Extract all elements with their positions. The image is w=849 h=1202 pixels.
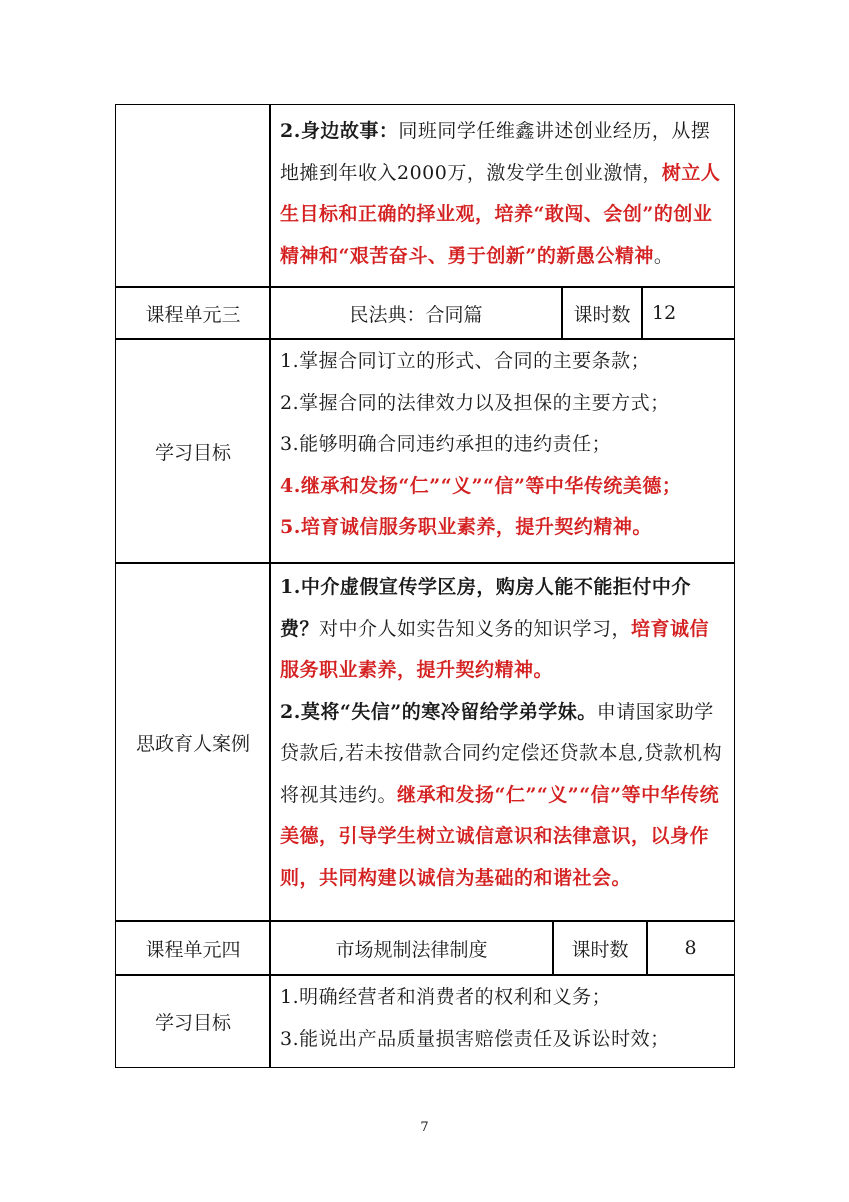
unit4-hours: 8: [684, 937, 697, 959]
goal-item: 2.掌握合同的法律效力以及担保的主要方式；: [280, 391, 670, 414]
case2-title: 2.莫将“失信”的寒冷留给学弟学妹。: [280, 700, 597, 723]
case1-title: 1.中介虚假宣传学区房，购房人能不能拒付中介费？: [280, 576, 691, 640]
unit4-hours-label: 课时数: [571, 938, 629, 961]
goal-item: 3.能说出产品质量损害赔偿责任及诉讼时效；: [280, 1027, 670, 1050]
case2-text: 申请国家助学贷款后,若未按借款合同约定偿还贷款本息,贷款机构将视其违约。: [280, 700, 723, 806]
row1-story-cell: [269, 104, 735, 288]
row1-left-cell: [115, 104, 271, 288]
unit3-hours: 12: [652, 302, 677, 324]
unit3-label-cell: [115, 286, 271, 340]
story-label: 2.身边故事：: [280, 120, 399, 142]
unit3-title: 民法典：合同篇: [349, 303, 483, 326]
goals4-label-cell: [115, 974, 271, 1068]
cases-label-cell: [115, 562, 271, 922]
story-end: 。: [653, 244, 674, 267]
goals3-label: 学习目标: [154, 441, 231, 464]
goal-item: 1.明确经营者和消费者的权利和义务；: [280, 986, 612, 1008]
page-number: 7: [420, 1120, 429, 1135]
unit4-title-cell: [269, 920, 554, 976]
unit4-label-cell: [115, 920, 271, 976]
goal-item: 3.能够明确合同违约承担的违约责任；: [280, 433, 612, 455]
story-text-red: 树立人生目标和正确的择业观，培养“敢闯、会创”的创业精神和“艰苦奋斗、勇于创新”的新愚公精神: [280, 161, 721, 267]
goals3-label-cell: [115, 338, 271, 564]
unit3-hours-label: 课时数: [573, 303, 631, 326]
unit3-hours-cell: [641, 286, 735, 340]
case2-red: 继承和发扬“仁”“义”“信”等中华传统美德，引导学生树立诚信意识和法律意识，以身作则，共同构建以诚信为基础的和谐社会。: [280, 783, 720, 889]
case1-text: 对中介人如实告知义务的知识学习，: [319, 617, 632, 640]
story-text: 同班同学任维鑫讲述创业经历，从摆地摊到年收入2000万，激发学生创业激情，: [280, 120, 711, 184]
unit3-title-cell: [269, 286, 563, 340]
unit4-hours-cell: [646, 920, 735, 976]
cases-label: 思政育人案例: [135, 732, 250, 755]
unit4-label: 课程单元四: [145, 938, 241, 961]
unit4-hours-label-cell: [552, 920, 648, 976]
unit3-label: 课程单元三: [145, 303, 241, 326]
goals3-content-cell: [269, 338, 735, 564]
unit3-hours-label-cell: [561, 286, 643, 340]
cases-content-cell: [269, 562, 735, 922]
goals4-content-cell: [269, 974, 735, 1068]
goals4-label: 学习目标: [154, 1011, 231, 1034]
unit4-title: 市场规制法律制度: [335, 938, 488, 961]
case1-red: 培育诚信服务职业素养，提升契约精神。: [280, 617, 710, 681]
goal-item-red: 5.培育诚信服务职业素养，提升契约精神。: [280, 516, 652, 538]
goal-item-red: 4.继承和发扬“仁”“义”“信”等中华传统美德；: [280, 474, 682, 497]
goal-item: 1.掌握合同订立的形式、合同的主要条款；: [280, 350, 651, 372]
